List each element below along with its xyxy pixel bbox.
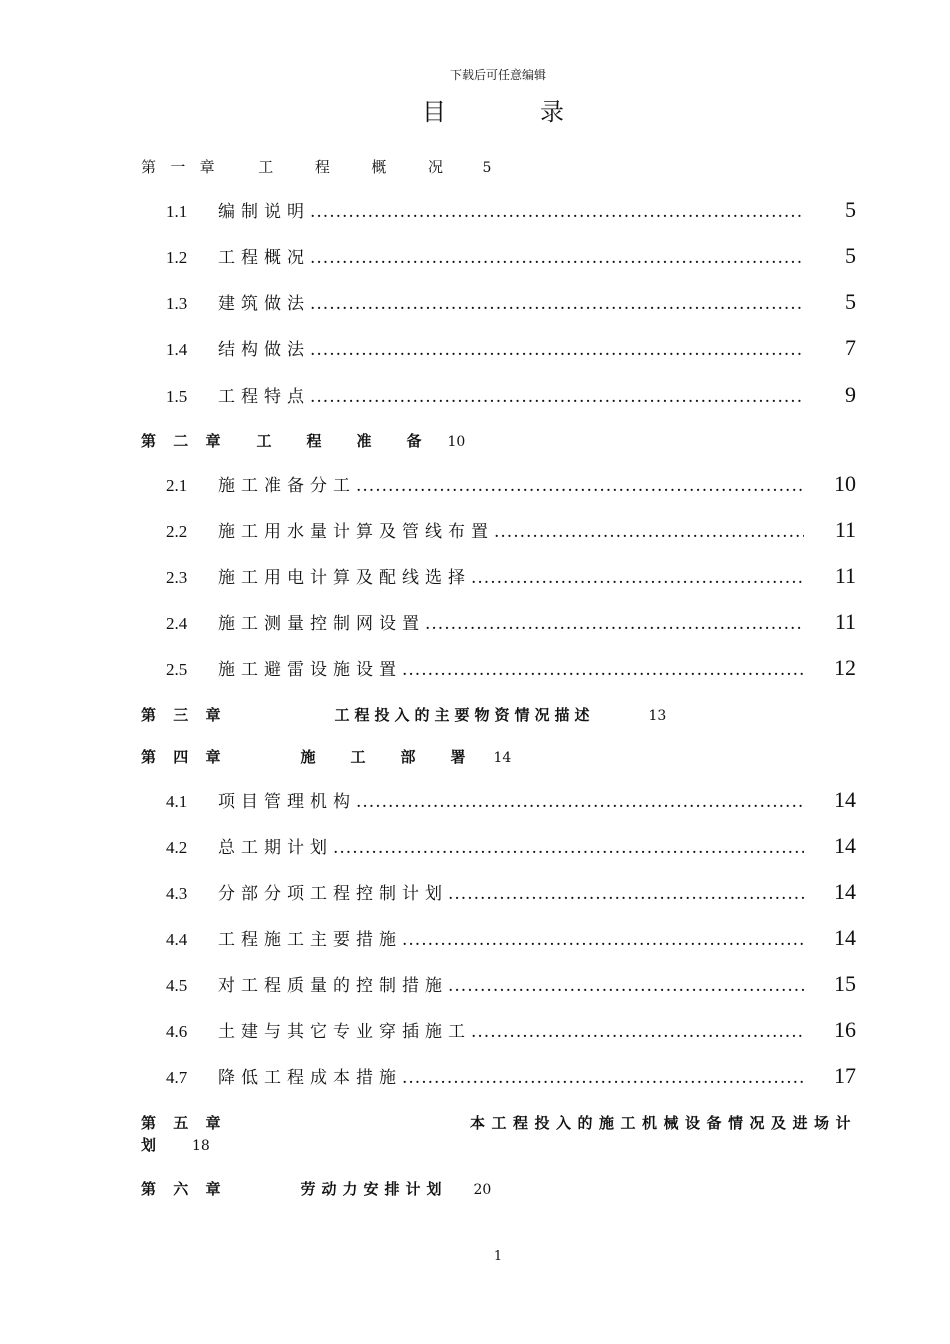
chapter-page: 18 — [192, 1138, 210, 1154]
toc-entry-1-2[interactable]: 1.2 工程概况 ..... 5 — [166, 243, 856, 273]
dot-leader — [471, 1022, 804, 1042]
dot-leader — [494, 522, 804, 542]
dot-leader — [356, 476, 804, 496]
dot-leader — [310, 294, 804, 314]
dot-leader — [402, 930, 804, 950]
toc-entry-1-1[interactable]: 1.1 编制说明 ..... 5 — [166, 197, 856, 227]
chapter-2-heading[interactable]: 第 二 章 工 程 准 备 10 — [141, 432, 466, 450]
dot-leader — [425, 614, 804, 634]
toc-entry-2-2[interactable]: 2.2 施工用水量计算及管线布置 ..... 11 — [166, 517, 856, 547]
dot-leader — [448, 884, 804, 904]
toc-entry-2-1[interactable]: 2.1 施工准备分工 ..... 10 — [166, 471, 856, 501]
toc-entry-1-4[interactable]: 1.4 结构做法 ..... 7 — [166, 335, 856, 365]
chapter-page: 13 — [648, 708, 667, 724]
toc-entry-4-6[interactable]: 4.6 土建与其它专业穿插施工 ..... 16 — [166, 1017, 856, 1047]
chapter-page: 10 — [447, 434, 466, 450]
toc-entry-1-3[interactable]: 1.3 建筑做法 ..... 5 — [166, 289, 856, 319]
chapter-5-heading[interactable]: 第 五 章 本工程投入的施工机械设备情况及进场计 划 18 — [141, 1114, 857, 1154]
toc-entry-4-1[interactable]: 4.1 项目管理机构 ..... 14 — [166, 787, 856, 817]
chapter-1-heading[interactable]: 第 一 章 工 程 概 况 5 — [141, 158, 492, 176]
toc-entry-4-7[interactable]: 4.7 降低工程成本措施 ..... 17 — [166, 1063, 856, 1093]
toc-entry-1-5[interactable]: 1.5 工程特点 ..... 9 — [166, 382, 856, 412]
dot-leader — [310, 248, 804, 268]
dot-leader — [471, 568, 804, 588]
toc-entry-4-2[interactable]: 4.2 总工期计划 ..... 14 — [166, 833, 856, 863]
dot-leader — [310, 340, 804, 360]
toc-entry-4-5[interactable]: 4.5 对工程质量的控制措施 ..... 15 — [166, 971, 856, 1001]
chapter-6-heading[interactable]: 第 六 章 劳动力安排计划 20 — [141, 1180, 492, 1198]
toc-entry-2-4[interactable]: 2.4 施工测量控制网设置 ..... 11 — [166, 609, 856, 639]
dot-leader — [333, 838, 804, 858]
toc-entry-2-5[interactable]: 2.5 施工避雷设施设置 ..... 12 — [166, 655, 856, 685]
header-note: 下载后可任意编辑 — [449, 68, 546, 82]
dot-leader — [310, 202, 804, 222]
toc-entry-4-3[interactable]: 4.3 分部分项工程控制计划 ..... 14 — [166, 879, 856, 909]
dot-leader — [402, 660, 804, 680]
toc-entry-4-4[interactable]: 4.4 工程施工主要措施 ..... 14 — [166, 925, 856, 955]
dot-leader — [402, 1068, 804, 1088]
footer-page-number: 1 — [493, 1249, 503, 1264]
chapter-page: 5 — [482, 160, 492, 176]
chapter-4-heading[interactable]: 第 四 章 施 工 部 署 14 — [141, 748, 512, 766]
dot-leader — [448, 976, 804, 996]
title-left: 目 — [422, 98, 446, 126]
dot-leader — [310, 387, 804, 407]
dot-leader — [356, 792, 804, 812]
toc-entry-2-3[interactable]: 2.3 施工用电计算及配线选择 ..... 11 — [166, 563, 856, 593]
chapter-page: 20 — [473, 1182, 492, 1198]
chapter-3-heading[interactable]: 第 三 章 工程投入的主要物资情况描述 13 — [141, 706, 667, 724]
chapter-page: 14 — [493, 750, 512, 766]
title-right: 录 — [540, 98, 564, 126]
page-title — [422, 92, 564, 127]
